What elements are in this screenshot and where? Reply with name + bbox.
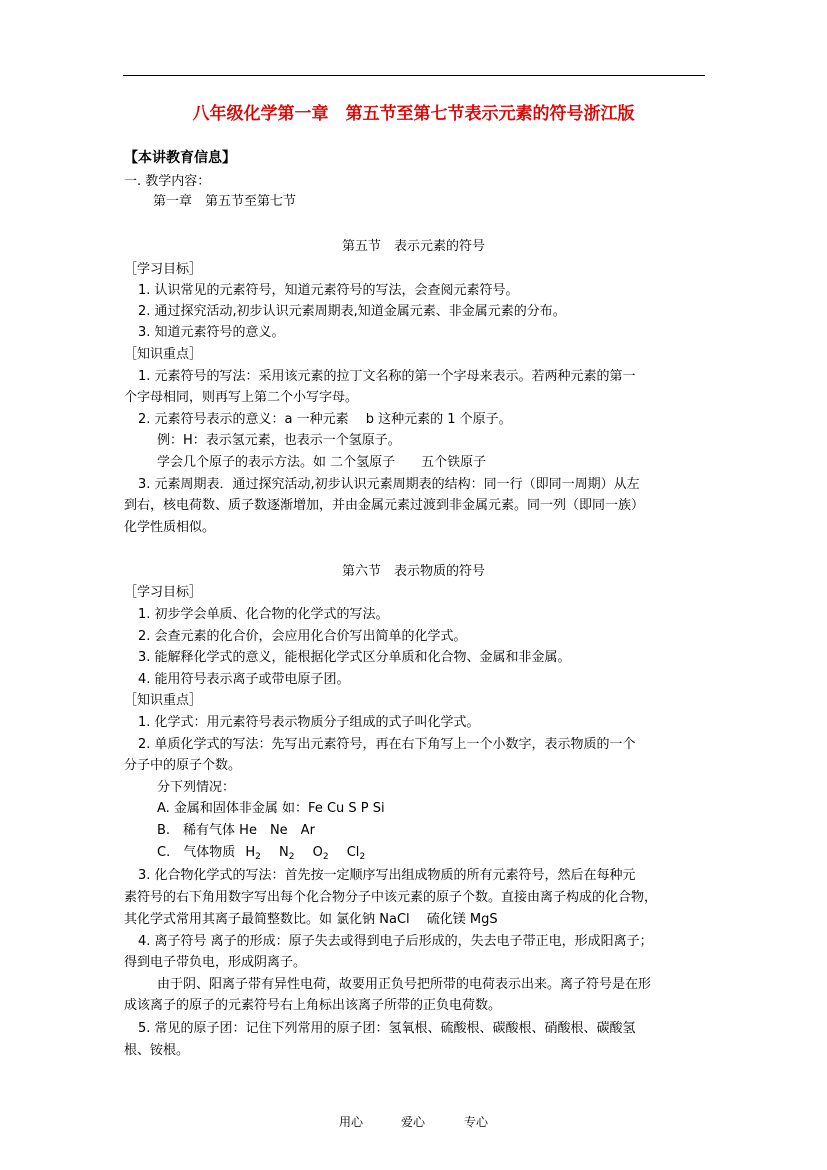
intro-item: 一. 教学内容： xyxy=(124,174,211,189)
sec5-goal: 3. 知道元素符号的意义。 xyxy=(138,325,285,340)
sec6-key-text: 素符号的右下角用数字写出每个化合物分子中该元素的原子个数。直接由离子构成的化合物， xyxy=(124,890,658,905)
sec6-key-text: 成该离子的原子的元素符号右上角标出该离子所带的正负电荷数。 xyxy=(124,998,502,1013)
sec6-goal: 3. 能解释化学式的意义，能根据化学式区分单质和化合物、金属和非金属。 xyxy=(138,650,571,665)
sec6-goal: 4. 能用符号表示离子或带电原子团。 xyxy=(138,672,350,687)
formula-cl2: $Cl_2$ xyxy=(346,845,366,862)
sec5-key-text: 例：H：表示氢元素，也表示一个氢原子。 xyxy=(157,433,401,448)
sec6-goal: 1. 初步学会单质、化合物的化学式的写法。 xyxy=(138,607,389,622)
case-b: B. 稀有气体 He Ne Ar xyxy=(157,823,315,838)
sec5-key-text: 个字母相同，则再写上第二个小写字母。 xyxy=(124,390,359,405)
sec6-key-text: 1. 化学式：用元素符号表示物质分子组成的式子叫化学式。 xyxy=(138,715,480,730)
case-a: A. 金属和固体非金属 如：Fe Cu S P Si xyxy=(157,801,385,816)
sec6-key-text: 4. 离子符号 离子的形成：原子失去或得到电子后形成的，失去电子带正电，形成阳离子； xyxy=(138,934,653,949)
section5-title: 第五节 表示元素的符号 xyxy=(341,239,485,254)
page-title: 八年级化学第一章 第五节至第七节表示元素的符号浙江版 xyxy=(192,104,635,124)
sec5-key-label: ［知识重点］ xyxy=(124,347,203,362)
header-rule xyxy=(123,75,705,76)
sec5-key-text: 到右，核电荷数、质子数逐渐增加，并由金属元素过渡到非金属元素。同一列（即同一族） xyxy=(124,498,645,513)
footer-text: 用心 xyxy=(339,1115,364,1129)
section-heading: 【本讲教育信息】 xyxy=(124,150,236,166)
sec6-key-text: 分下列情况： xyxy=(157,780,236,795)
footer-text: 爱心 xyxy=(401,1115,426,1129)
sec6-key-text: 根、铵根。 xyxy=(124,1043,190,1058)
intro-content: 第一章 第五节至第七节 xyxy=(153,194,297,209)
sec6-goals-label: ［学习目标］ xyxy=(124,585,203,600)
formula-o2: $O_2$ xyxy=(312,845,329,862)
sec5-key-text: 化学性质相似。 xyxy=(124,520,216,535)
sec6-key-text: 5. 常见的原子团：记住下列常用的原子团：氢氧根、硫酸根、碳酸根、硝酸根、碳酸氢 xyxy=(138,1021,636,1036)
sec6-goal: 2. 会查元素的化合价，会应用化合价写出简单的化学式。 xyxy=(138,629,467,644)
footer-text: 专心 xyxy=(464,1115,489,1129)
sec6-key-label: ［知识重点］ xyxy=(124,693,203,708)
formula-h2: $H_2$ xyxy=(245,845,261,862)
sec5-goals-label: ［学习目标］ xyxy=(124,262,203,277)
sec6-key-text: 得到电子带负电，形成阴离子。 xyxy=(124,955,307,970)
sec6-key-text: 由于阴、阳离子带有异性电荷，故要用正负号把所带的电荷表示出来。离子符号是在形 xyxy=(157,977,652,992)
sec5-key-text: 3. 元素周期表．通过探究活动,初步认识元素周期表的结构：同一行（即同一周期）从左 xyxy=(138,477,640,492)
sec5-key-text: 2. 元素符号表示的意义：a 一种元素 b 这种元素的 1 个原子。 xyxy=(138,412,512,427)
case-c-label: C. 气体物质 xyxy=(157,845,236,860)
sec6-key-text: 3. 化合物化学式的写法：首先按一定顺序写出组成物质的所有元素符号，然后在每种元 xyxy=(138,868,636,883)
sec5-goal: 2. 通过探究活动,初步认识元素周期表,知道金属元素、非金属元素的分布。 xyxy=(138,304,566,319)
case-c xyxy=(157,843,365,863)
sec5-goal: 1. 认识常见的元素符号，知道元素符号的写法，会查阅元素符号。 xyxy=(138,283,519,298)
formula-n2: $N_2$ xyxy=(279,845,295,862)
sec6-key-text: 其化学式常用其离子最简整数比。如 氯化钠 NaCl 硫化镁 MgS xyxy=(124,912,498,927)
sec6-key-text: 2. 单质化学式的写法：先写出元素符号，再在右下角写上一个小数字，表示物质的一个 xyxy=(138,737,636,752)
sec6-key-text: 分子中的原子个数。 xyxy=(124,758,242,773)
sec5-key-text: 1. 元素符号的写法：采用该元素的拉丁文名称的第一个字母来表示。若两种元素的第一 xyxy=(138,369,636,384)
sec5-key-text: 学会几个原子的表示方法。如 二个氢原子 五个铁原子 xyxy=(157,455,487,470)
section6-title: 第六节 表示物质的符号 xyxy=(341,564,485,579)
